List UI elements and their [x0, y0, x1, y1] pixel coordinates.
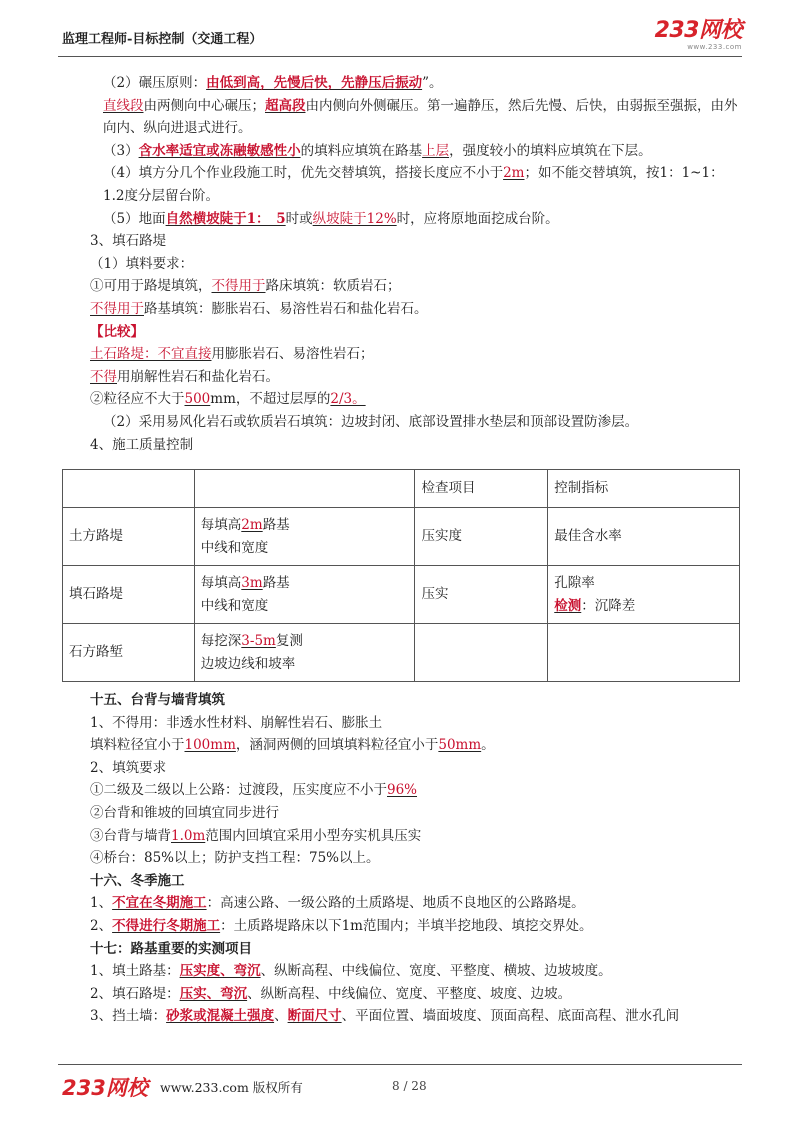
para-grain-size: ②粒径应不大于500mm，不超过层厚的2/3。: [90, 391, 366, 408]
table-cell: [63, 470, 195, 508]
header-logo: [655, 20, 742, 51]
footer-logo: 233网校: [62, 1076, 148, 1100]
table-row: [63, 508, 740, 566]
para-fill-req: （1）填料要求：: [90, 255, 194, 272]
table-cell: 最佳含水率: [548, 508, 740, 566]
page-number: 8 / 28: [392, 1079, 427, 1093]
para-rock-embankment: 2、填石路堤：压实、弯沉、纵断高程、中线偏位、宽度、平整度、坡度、边坡。: [90, 985, 572, 1002]
table-cell: 每填高3m路基 中线和宽度: [194, 566, 415, 624]
heading-winter: 十六、冬季施工: [90, 872, 185, 889]
header-divider: [58, 56, 742, 57]
para-compaction-96: ①二级及二级以上公路：过渡段，压实度应不小于96%: [90, 782, 418, 799]
para-soft-rock: ①可用于路堤填筑，不得用于路床填筑：软质岩石；: [90, 278, 401, 295]
document-body: [90, 72, 740, 456]
para-backfill-size: 填料粒径宜小于100mm，涵洞两侧的回填填料粒径宜小于50mm。: [90, 737, 495, 754]
table-cell: 填石路堤: [63, 566, 195, 624]
para-winter-unsuitable: 1、不宜在冬期施工：高速公路、一级公路的土质路堤、地质不良地区的公路路堤。: [90, 895, 585, 912]
para-forbidden-rock: 不得用于路基填筑：膨胀岩石、易溶性岩石和盐化岩石。: [90, 300, 428, 317]
table-cell: 每挖深3-5m复测 边坡边线和坡率: [194, 624, 415, 682]
table-cell: [548, 624, 740, 682]
para-rolling-principle: （2）碾压原则：由低到高，先慢后快，先静压后振动”。: [103, 75, 443, 91]
table-cell: [415, 624, 548, 682]
table-cell: 孔隙率 检测：沉降差: [548, 566, 740, 624]
table-row: [63, 566, 740, 624]
document-body-lower: [90, 689, 740, 1028]
para-small-compactor: ③台背与墙背1.0m范围内回填宜采用小型夯实机具压实: [90, 827, 422, 844]
quality-control-table: [62, 469, 740, 682]
para-synchronous-backfill: ②台背和锥坡的回填宜同步进行: [90, 804, 279, 821]
para-moisture: （3）含水率适宜或冻融敏感性小的填料应填筑在路基上层，强度较小的填料应填筑在下层。: [103, 142, 652, 159]
table-header-control-index: 控制指标: [548, 470, 740, 508]
table-cell: 石方路堑: [63, 624, 195, 682]
para-earth-subgrade: 1、填土路基：压实度、弯沉、纵断高程、中线偏位、宽度、平整度、横坡、边坡坡度。: [90, 963, 612, 980]
heading-quality-control: 4、施工质量控制: [90, 436, 194, 453]
footer-divider: [58, 1064, 742, 1065]
logo-text: 233网校: [654, 18, 742, 43]
heading-rock-fill: 3、填石路堤: [90, 233, 167, 250]
para-forbidden-disintegrate: 不得用崩解性岩石和盐化岩石。: [90, 368, 279, 385]
para-weathered-rock: （2）采用易风化岩石或软质岩石填筑：边坡封闭、底部设置排水垫层和顶部设置防渗层。: [103, 413, 639, 430]
para-forbidden-materials: 1、不得用：非透水性材料、崩解性岩石、膨胀土: [90, 714, 383, 731]
table-cell: [194, 470, 415, 508]
para-overlap: （4）填方分几个作业段施工时，优先交替填筑，搭接长度应不小于2m；如不能交替填筑，按1：1~1：1.2度分层留台阶。: [103, 165, 724, 204]
table-cell: 压实度: [415, 508, 548, 566]
table-row: [63, 470, 740, 508]
table-cell: 每填高2m路基 中线和宽度: [194, 508, 415, 566]
para-fill-requirements: 2、填筑要求: [90, 759, 167, 776]
table-cell: 土方路堤: [63, 508, 195, 566]
table-header-check-item: 检查项目: [415, 470, 548, 508]
para-earth-rock: 土石路堤：不宜直接用膨胀岩石、易溶性岩石；: [90, 346, 374, 363]
table-row: [63, 624, 740, 682]
para-abutment-percent: ④桥台：85%以上；防护支挡工程：75%以上。: [90, 850, 380, 867]
table-cell: 压实: [415, 566, 548, 624]
para-slope: （5）地面自然横坡陡于1： 5时或纵坡陡于12%时，应将原地面挖成台阶。: [103, 210, 559, 227]
footer-copyright: www.233.com 版权所有: [160, 1080, 303, 1095]
compare-label: 【比较】: [90, 323, 144, 340]
heading-measured-items: 十七：路基重要的实测项目: [90, 940, 252, 957]
para-straight-superelevation: 直线段由两侧向中心碾压；超高段由内侧向外侧碾压。第一遍静压，然后先慢、后快，由弱振至强振，由外向内、纵向进退式进行。: [103, 97, 738, 137]
page-header-title: 监理工程师-目标控制（交通工程）: [62, 32, 263, 47]
para-winter-forbidden: 2、不得进行冬期施工：土质路堤路床以下1m范围内；半填半挖地段、填挖交界处。: [90, 917, 593, 934]
heading-abutment-backfill: 十五、台背与墙背填筑: [90, 692, 225, 708]
logo-url: www.233.com: [687, 43, 742, 51]
para-retaining-wall: 3、挡土墙：砂浆或混凝土强度、断面尺寸、平面位置、墙面坡度、顶面高程、底面高程、泄水孔间: [90, 1008, 680, 1025]
